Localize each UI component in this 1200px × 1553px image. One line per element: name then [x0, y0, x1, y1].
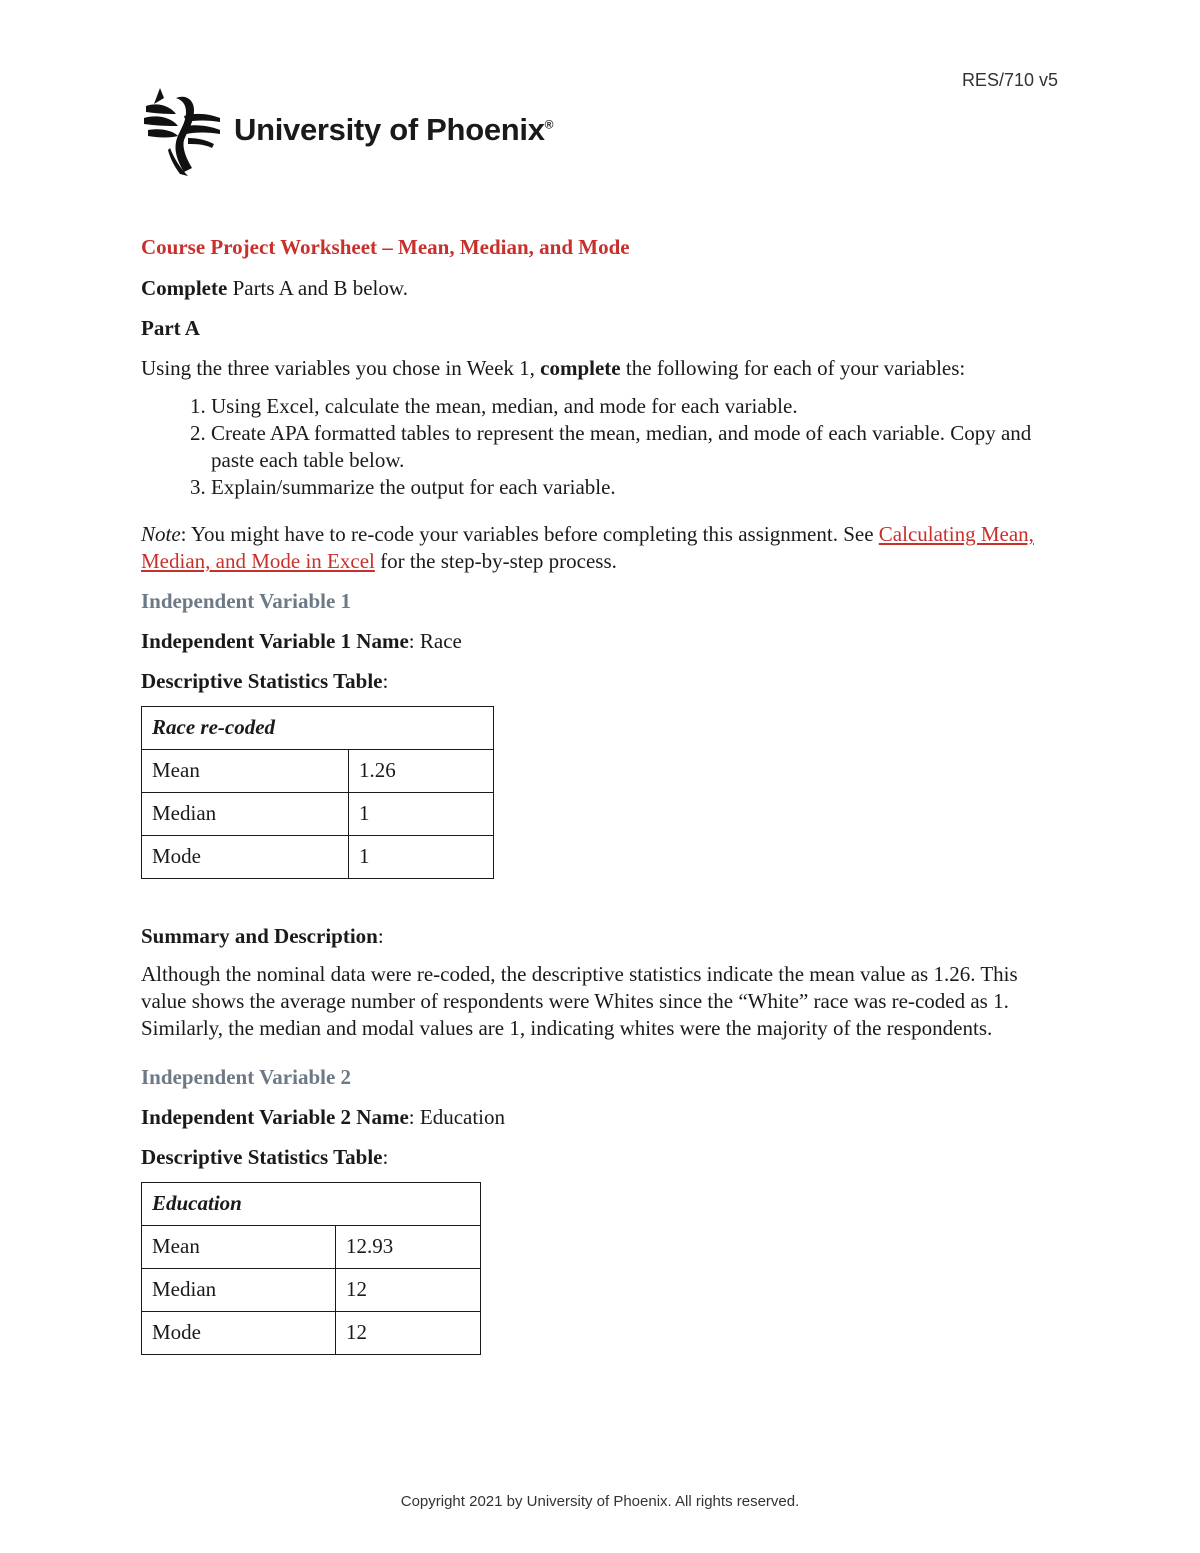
document-title: Course Project Worksheet – Mean, Median, and Mode	[141, 235, 630, 259]
copyright-footer: Copyright 2021 by University of Phoenix. All rights reserved.	[400, 1493, 800, 1510]
table-title: Race re-coded	[142, 707, 494, 750]
iv2-heading: Independent Variable 2	[141, 1065, 352, 1089]
logo-wordmark: University of Phoenix®	[234, 112, 554, 147]
table-row	[142, 836, 494, 879]
instructions: Using the three variables you chose in Week 1, complete the following for each of your variables:	[141, 356, 966, 380]
stat-label: Mode	[142, 1312, 336, 1355]
iv2-stats-table	[141, 1182, 481, 1355]
iv1-heading: Independent Variable 1	[141, 589, 352, 613]
document-body	[141, 234, 1061, 1399]
list-item: 1. Using Excel, calculate the mean, median, and mode for each variable.	[211, 393, 1061, 420]
steps-list	[141, 393, 1061, 501]
table-row	[142, 793, 494, 836]
stat-value: 1	[349, 793, 494, 836]
intro-line: Complete Parts A and B below.	[141, 276, 408, 300]
excel-guide-link[interactable]: Calculating Mean, Median, and Mode in Excel	[141, 522, 1034, 573]
stat-label: Mode	[142, 836, 349, 879]
table-row	[142, 750, 494, 793]
iv2-name: Independent Variable 2 Name: Education	[141, 1105, 506, 1129]
note: Note: You might have to re-code your variables before completing this assignment. See Calculating Mean, Median, and Mode in Excel for the step-by-step process.	[141, 522, 1034, 573]
part-a-heading: Part A	[141, 316, 200, 340]
stat-value: 1.26	[349, 750, 494, 793]
document-code: RES/710 v5	[961, 70, 1058, 90]
stat-value: 12	[336, 1312, 481, 1355]
stat-value: 12.93	[336, 1226, 481, 1269]
stat-label: Mean	[142, 750, 349, 793]
table-row	[142, 1183, 481, 1226]
table-title: Education	[142, 1183, 481, 1226]
stat-value: 1	[349, 836, 494, 879]
table-row	[142, 1226, 481, 1269]
stat-label: Median	[142, 1269, 336, 1312]
university-logo	[140, 84, 553, 176]
iv1-name: Independent Variable 1 Name: Race	[141, 629, 462, 653]
list-item: 2. Create APA formatted tables to represent the mean, median, and mode of each variable. Copy and paste each table below.	[211, 420, 1061, 474]
iv1-stats-table	[141, 706, 494, 879]
iv2-table-label: Descriptive Statistics Table:	[141, 1145, 389, 1169]
list-item: 3. Explain/summarize the output for each variable.	[211, 474, 1061, 501]
iv1-summary-label: Summary and Description:	[141, 924, 384, 948]
table-row	[142, 1312, 481, 1355]
iv1-table-label: Descriptive Statistics Table:	[141, 669, 389, 693]
table-row	[142, 707, 494, 750]
stat-label: Median	[142, 793, 349, 836]
stat-label: Mean	[142, 1226, 336, 1269]
phoenix-bird-icon	[140, 84, 222, 176]
iv1-summary-text: Although the nominal data were re-coded, the descriptive statistics indicate the mean value as 1.26. This value shows the average number of respondents were Whites since the “White” race was re-coded as 1. Similarly, the median and modal values are 1, indicating whites were the majority of the respondents.	[141, 962, 1018, 1040]
stat-value: 12	[336, 1269, 481, 1312]
table-row	[142, 1269, 481, 1312]
